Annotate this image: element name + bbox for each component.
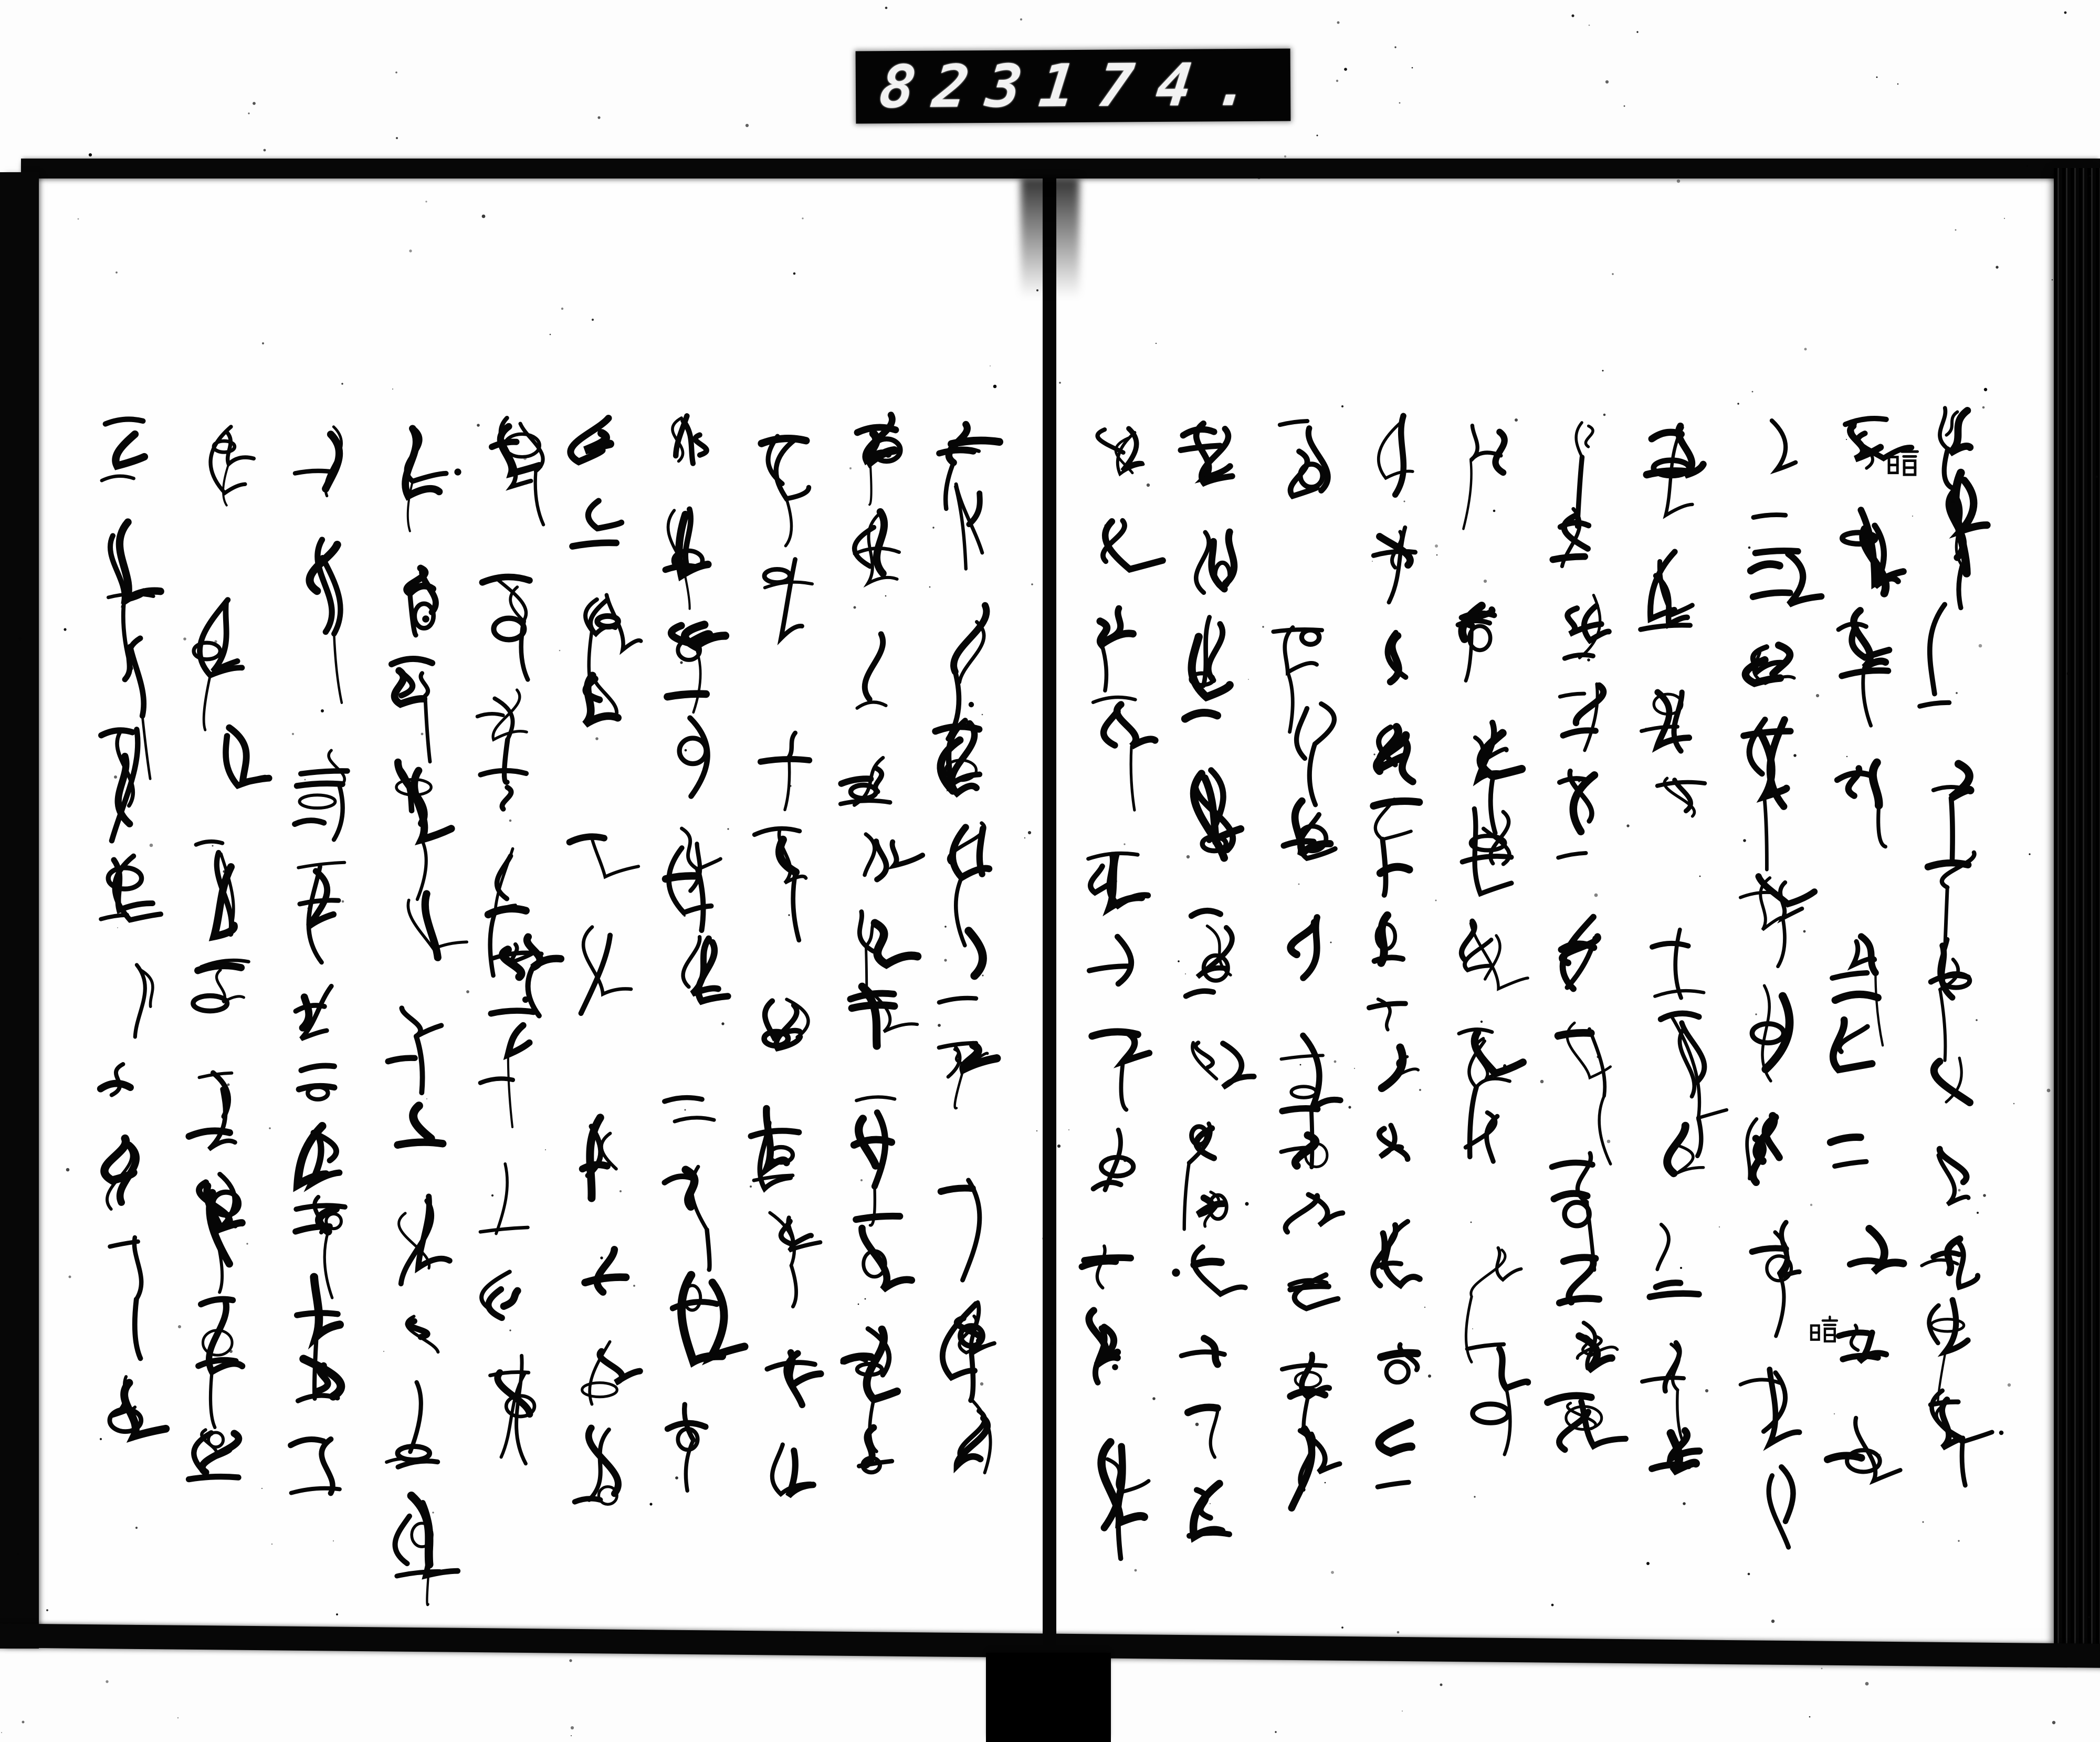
text-column — [1548, 423, 1625, 1450]
frame-counter-left-digits: 823 — [876, 52, 1044, 122]
text-column — [477, 418, 561, 1464]
text-column — [1920, 408, 1992, 1485]
text-column — [1082, 428, 1163, 1558]
text-column — [386, 428, 467, 1605]
text-column — [1181, 424, 1254, 1537]
text-column — [1828, 418, 1912, 1481]
text-column — [936, 424, 1000, 1473]
text-column — [665, 416, 744, 1491]
text-column — [101, 419, 166, 1436]
text-column — [570, 418, 641, 1505]
text-column — [189, 427, 269, 1479]
text-column — [1740, 421, 1821, 1547]
text-column — [1641, 426, 1727, 1472]
margin-annotation-kanji — [1811, 1317, 1837, 1341]
frame-counter-right-digits: 174. — [1035, 50, 1278, 121]
text-column — [841, 415, 922, 1472]
text-column — [751, 436, 821, 1496]
text-column — [1273, 421, 1342, 1508]
text-column — [1369, 416, 1420, 1487]
text-column — [291, 427, 348, 1493]
text-column — [1458, 426, 1528, 1455]
